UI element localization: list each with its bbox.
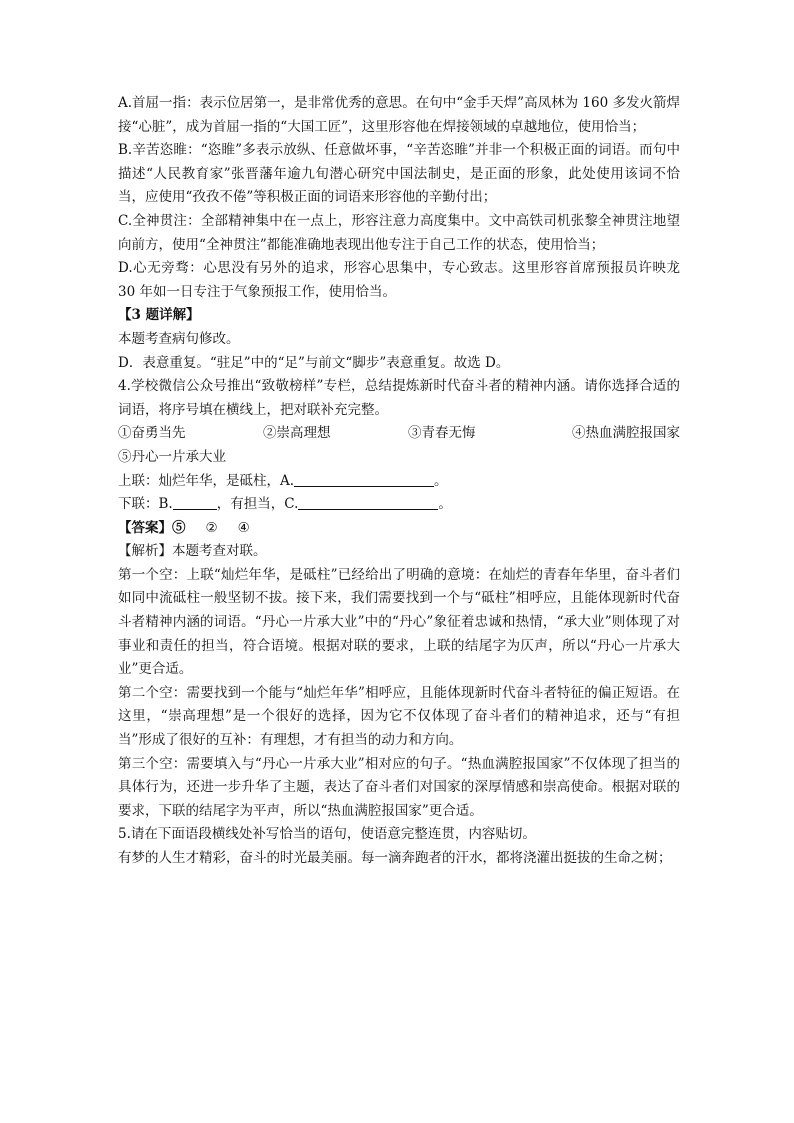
answer-line bbox=[118, 517, 680, 541]
option-a-explanation: A.首屈一指：表示位居第一，是非常优秀的意思。在句中“金手天焊”高凤林为 160 多发火箭焊接“心脏”，成为首屈一指的“大国工匠”，这里形容他在焊接领域的卓越地位，使用恰当； bbox=[118, 95, 680, 135]
question-3-line-1: 本题考查病句修改。 bbox=[118, 330, 240, 347]
blank-a bbox=[294, 472, 434, 487]
choice-4: ④热血满腔报国家 bbox=[572, 425, 680, 442]
answer-2: ② bbox=[205, 519, 218, 536]
blank-b bbox=[173, 495, 217, 510]
option-d-explanation: D.心无旁骛：心思没有另外的追求，形容心思集中，专心致志。这里形容首席预报员许映龙 30 年如一日专注于气象预报工作，使用恰当。 bbox=[118, 260, 680, 300]
answer-3: ④ bbox=[237, 519, 250, 536]
choice-3: ③青春无悔 bbox=[408, 425, 476, 442]
question-3-line-2: D．表意重复。“驻足”中的“足”与前文“脚步”表意重复。故选 D。 bbox=[118, 354, 510, 371]
couplet-lower-suffix: 。 bbox=[438, 496, 452, 513]
couplet-upper-suffix: 。 bbox=[434, 472, 448, 489]
answer-label: 【答案】⑤ bbox=[118, 519, 186, 536]
question-5-stem: 5.请在下面语段横线处补写恰当的语句，使语意完整连贯，内容贴切。 bbox=[118, 826, 536, 843]
question-5-text: 有梦的人生才精彩，奋斗的时光最美丽。每一滴奔跑者的汗水，都将浇灌出挺拔的生命之树； bbox=[118, 850, 672, 866]
couplet-lower-line bbox=[118, 493, 680, 517]
choice-2: ②崇高理想 bbox=[263, 425, 331, 442]
question-3-heading: 【3 题详解】 bbox=[118, 307, 200, 324]
couplet-upper-line bbox=[118, 470, 680, 494]
question-4-choices bbox=[118, 422, 680, 446]
analysis-blank-1: 第一个空：上联“灿烂年华，是砥柱”已经给出了明确的意境：在灿烂的青春年华里，奋斗者们如同中流砥柱一般坚韧不拔。接下来，我们需要找到一个与“砥柱”相呼应，且能体现新时代奋斗者精神内涵的词语。“丹心一片承大业”中的“丹心”象征着忠诚和热情，“承大业”则体现了对事业和责任的担当，符合语境。根据对联的要求，上联的结尾字为仄声，所以“丹心一片承大业”更合适。 bbox=[118, 566, 680, 678]
analysis-blank-3: 第三个空：需要填入与“丹心一片承大业”相对应的句子。“热血满腔报国家”不仅体现了担当的具体行为，还进一步升华了主题，表达了奋斗者们对国家的深厚情感和崇高使命。根据对联的要求，下联的结尾字为平声，所以“热血满腔报国家”更合适。 bbox=[118, 755, 680, 819]
document-page bbox=[118, 92, 680, 871]
couplet-lower-mid: ，有担当，C. bbox=[216, 496, 299, 513]
couplet-lower-prefix: 下联：B. bbox=[118, 496, 173, 513]
analysis-blank-2: 第二个空：需要找到一个能与“灿烂年华”相呼应，且能体现新时代奋斗者特征的偏正短语。在这里，“崇高理想”是一个很好的选择，因为它不仅体现了奋斗者们的精神追求，还与“有担当”形成了很好的互补：有理想，才有担当的动力和方向。 bbox=[118, 684, 680, 749]
analysis-heading: 【解析】本题考查对联。 bbox=[118, 543, 267, 560]
option-c-explanation: C.全神贯注：全部精神集中在一点上，形容注意力高度集中。文中高铁司机张黎全神贯注地望向前方，使用“全神贯注”都能准确地表现出他专注于自己工作的状态，使用恰当； bbox=[118, 212, 680, 253]
couplet-upper-prefix: 上联：灿烂年华，是砥柱，A. bbox=[118, 472, 295, 489]
choice-1: ①奋勇当先 bbox=[118, 425, 186, 442]
question-4-stem: 4.学校微信公众号推出“致敬榜样”专栏，总结提炼新时代奋斗者的精神内涵。请你选择合适的词语，将序号填在横线上，把对联补充完整。 bbox=[118, 378, 680, 418]
blank-c bbox=[298, 495, 438, 510]
option-b-explanation: B.辛苦恣睢：“恣睢”多表示放纵、任意做坏事，“辛苦恣睢”并非一个积极正面的词语。而句中描述“人民教育家”张晋藩年逾九旬潜心研究中国法制史，是正面的形象，此处使用该词不恰当，应使用“孜孜不倦”等积极正面的词语来形容他的辛勤付出； bbox=[118, 142, 680, 206]
choice-5: ⑤丹心一片承大业 bbox=[118, 448, 226, 465]
